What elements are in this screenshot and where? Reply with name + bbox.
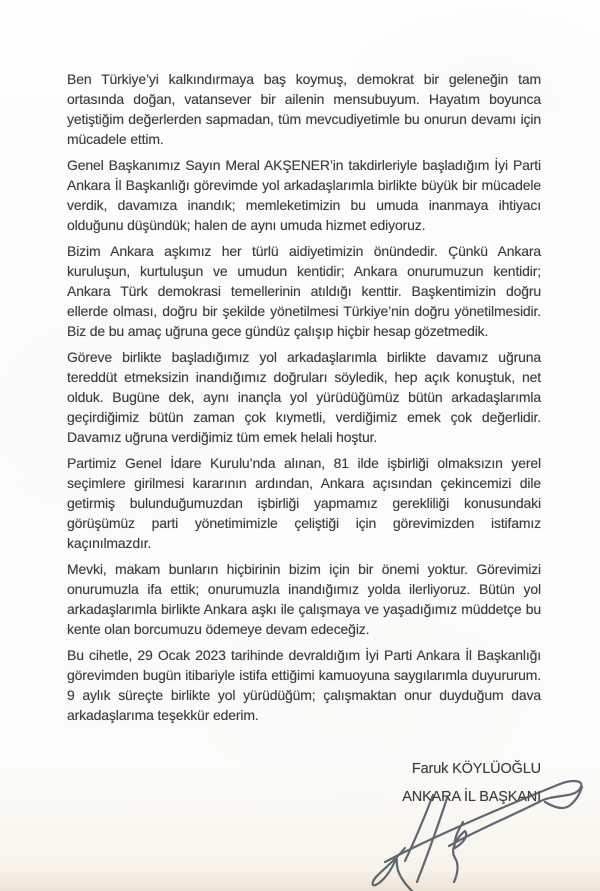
signature-block bbox=[67, 759, 541, 807]
signatory-title: ANKARA İL BAŞKANI bbox=[402, 789, 541, 805]
paragraph-resignation: Bu cihetle, 29 Ocak 2023 tarihinde devraldığım İyi Parti Ankara İl Başkanlığı görevimden bugün itibariyle istifa ettiğimi kamuoyuna saygılarımla duyururum. 9 aylık süreçte birlikte yol yürüdüğüm; çalışmaktan onur duyduğum dava arkadaşlarıma teşekkür ederim. bbox=[67, 647, 541, 723]
paragraph-ankara-love: Bizim Ankara aşkımız her türlü aidiyetimizin önündedir. Çünkü Ankara kuruluşun, kurtuluşun ve umudun kentidir; Ankara onurumuzun kentidir; Ankara Türk demokrasi temellerinin atıldığı kenttir. Başkentimizin doğru ellerde olması, doğru bir şekilde yönetilmesi Türkiye’nin doğru yönetilmesidir. Biz de bu amaç uğruna gece gündüz çalışıp hiçbir hesap gözetmedik. bbox=[67, 243, 541, 339]
paragraph-honor: Mevki, makam bunların hiçbirinin bizim için bir önemi yoktur. Görevimizi onurumuzla ifa ettik; onurumuzla inandığımız yolda ilerliyoruz. Bütün yol arkadaşlarımla birlikte Ankara aşkı ile çalışmaya ve yaşadığımız müddetçe bu kente olan borcumuzu ödemeye devam edeceğiz. bbox=[67, 561, 541, 637]
paragraph-intro: Ben Türkiye’yi kalkındırmaya baş koymuş, demokrat bir geleneğin tam ortasında doğan, vatansever bir ailenin mensubuyum. Hayatım boyunca yetiştiğim değerlerden sapmadan, tüm mevcudiyetimle bu onurun devamı için mücadele ettim. bbox=[67, 71, 541, 147]
letter-body bbox=[67, 69, 541, 807]
paragraph-party-decision: Partimiz Genel İdare Kurulu’nda alınan, 81 ilde işbirliği olmaksızın yerel seçimlere girilmesi kararının ardından, Ankara açısından çekincemizi dile getirmiş bulunduğumuzdan işbirliği yapmamız gerekliliği konusundaki görüşümüz parti yönetimimizle çeliştiği için görevimizden istifamız kaçınılmazdır. bbox=[67, 455, 541, 551]
signatory-name: Faruk KÖYLÜOĞLU bbox=[411, 761, 541, 777]
paragraph-colleagues: Göreve birlikte başladığımız yol arkadaşlarımla birlikte davamız uğruna tereddüt etmeksizin inandığımız doğruları söyledik, hep açık konuştuk, net olduk. Bugüne dek, aynı inançla yol yürüdüğümüz bütün arkadaşlarımla geçirdiğimiz bütün zaman çok kıymetli, verdiğimiz emek çok değerlidir. Davamız uğruna verdiğimiz tüm emek helali hoştur. bbox=[67, 349, 541, 445]
paragraph-appointment: Genel Başkanımız Sayın Meral AKŞENER’in takdirleriyle başladığım İyi Parti Ankara İl Başkanlığı görevimde yol arkadaşlarımla birlikte büyük bir mücadele verdik, davamıza inandık; memleketimizin bu umuda inanmaya ihtiyacı olduğunu düşündük; halen de aynı umuda hizmet ediyoruz. bbox=[67, 157, 541, 233]
